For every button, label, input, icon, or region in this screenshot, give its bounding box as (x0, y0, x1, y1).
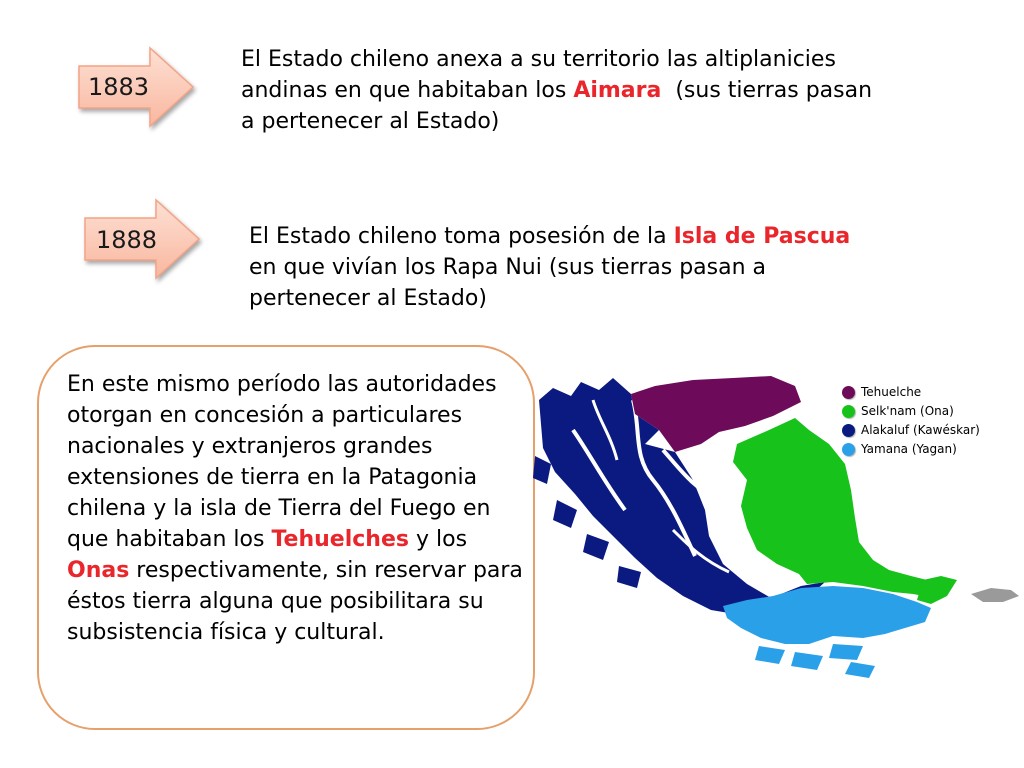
event-1888-text (249, 221, 850, 314)
legend-label-tehuelche: Tehuelche (861, 385, 922, 399)
note-highlight-tehuelches: Tehuelches (271, 527, 409, 552)
map-island-alakaluf (553, 500, 577, 528)
legend-dot-alakaluf (842, 424, 855, 437)
map-island-alakaluf (533, 456, 551, 484)
event-1888-line3: pertenecer al Estado) (249, 286, 487, 311)
legend-label-selknam: Selk'nam (Ona) (861, 404, 954, 418)
map-legend (842, 383, 980, 459)
event-1883-line2: andinas en que habitaban los (241, 78, 574, 103)
event-1888-line2: en que vivían los Rapa Nui (sus tierras pasan a (249, 255, 767, 280)
map-region-selknam-tip (917, 576, 957, 604)
event-1888-line1: El Estado chileno toma posesión de la (249, 224, 674, 249)
legend-dot-yamana (842, 443, 855, 456)
map-island-yamana (791, 652, 823, 670)
event-1888-highlight-isla-de-pascua: Isla de Pascua (673, 224, 851, 249)
note-text-part1: En este mismo período las autoridades otorgan en concesión a particulares nacionales y extranjeros grandes extensiones de tierra en la Patagonia chilena y la isla de Tierra del Fuego en que habitaban los (67, 372, 497, 552)
map-island-yamana (829, 644, 863, 660)
year-label-1888: 1888 (96, 226, 158, 254)
legend-dot-selknam (842, 405, 855, 418)
map-island-alakaluf (583, 534, 609, 560)
event-1883-highlight-aimara: Aimara (573, 78, 662, 103)
map-island-yamana (755, 646, 785, 664)
map-island-yamana (845, 662, 875, 678)
legend-label-yamana: Yamana (Yagan) (861, 442, 957, 456)
event-1883-line3: a pertenecer al Estado) (241, 109, 500, 134)
year-label-1883: 1883 (88, 73, 150, 101)
map-island-alakaluf (617, 566, 641, 588)
note-text-part3: respectivamente, sin reservar para éstos tierra alguna que posibilitara su subsistencia física y cultural. (67, 558, 523, 645)
legend-item-selknam (842, 402, 980, 421)
legend-dot-tehuelche (842, 386, 855, 399)
legend-item-yamana (842, 440, 980, 459)
legend-item-tehuelche (842, 383, 980, 402)
event-1883-text (241, 44, 872, 137)
note-highlight-onas: Onas (67, 558, 130, 583)
map-island-grey (971, 588, 1019, 602)
event-1883-line1: El Estado chileno anexa a su territorio las altiplanicies (241, 47, 836, 72)
legend-item-alakaluf (842, 421, 980, 440)
note-text-part2: y los (408, 527, 468, 552)
event-1883-line2-rest: (sus tierras pasan (661, 78, 873, 103)
legend-label-alakaluf: Alakaluf (Kawéskar) (861, 423, 980, 437)
note-text (67, 369, 527, 648)
